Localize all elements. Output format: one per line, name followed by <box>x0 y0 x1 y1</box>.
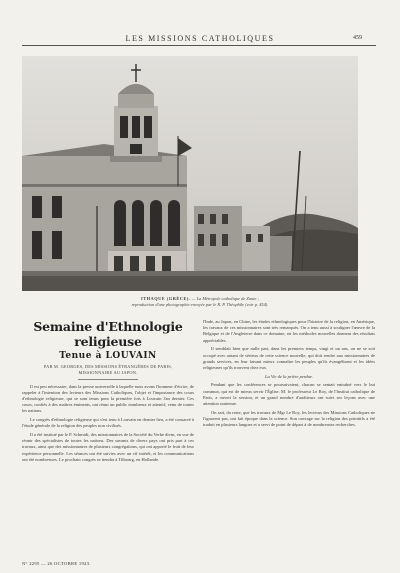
running-title: LES MISSIONS CATHOLIQUES <box>125 34 275 43</box>
issue-footer: N° 2295 — 26 OCTOBRE 1923. <box>22 561 91 566</box>
article-title: Semaine d'Ethnologie religieuse <box>33 319 183 349</box>
byline-line-2: MISSIONNAIRE AU JAPON. <box>78 369 138 375</box>
right-paragraph: Il semblait bien que nulle part, dans les premiers temps, vingt et un ans, on ne se soit occupé avec autant de sérieux de cette science nouvelle, qui doit rendre aux missionnaires de grands services, en leur faisant mieux connaître les peuples qu'ils évangélisent et les idées religieuses qu'ils trouvent chez eux. <box>203 346 375 370</box>
left-column <box>22 319 194 466</box>
photo-caption <box>20 296 380 308</box>
article-subtitle: Tenue à LOUVAIN <box>59 351 157 361</box>
caption-credit: reproduction d'une photographie envoyée par le R. P. Théophile (voir p. 454). <box>131 302 269 308</box>
title-rule <box>78 379 138 380</box>
article-byline <box>22 364 194 376</box>
right-paragraph: l'Inde, au Japon, en Chine, les études ethnologiques pour l'histoire de la religion, en Amérique, les travaux de ces missionnaires sont très remarqués. On a tenu aussi à souligner l'œuvre de la Belgique et de l'Angleterre dans ce domaine, où les méthodes nouvelles donnent des résultats appréciables. <box>203 319 375 343</box>
right-paragraph: Pendant que les conférences se poursuivaient, chacun se sentait entraîné vers le but commun, qui est de mieux servir l'Église. M. le professeur Le Roy, de l'Institut catholique de Paris, a ouvert la session, et un grand nombre d'auditeurs ont suivi ses leçons avec une attention soutenue. <box>203 382 375 406</box>
cathedral-photo-drawing <box>22 56 358 291</box>
right-paragraph: On sait, du reste, que les travaux de Mgr Le Roy, les lecteurs des Missions Catholiques ne l'ignorent pas, ont fait époque dans la science. Son ouvrage sur la religion des primitifs a été traduit en plusieurs langues et a servi de point de départ à de nombreuses recherches. <box>203 409 375 428</box>
header-rule <box>22 45 376 46</box>
left-paragraph: Il est peu nécessaire, dans la presse universelle à laquelle nous avons l'honneur d'écrire, de rappeler à l'intention des lecteurs des Missions Catholiques, l'objet et l'importance des cours d'ethnologie religieuse, qui se sont tenus pour la première fois à Louvain l'an dernier. Ces cours, confiés à des maîtres éminents, ont réuni un public nombreux et attentif, venu de toutes les nations. <box>22 383 194 414</box>
cathedral-photograph <box>22 56 358 291</box>
byline-line-1: PAR M. GEORGES, DES MISSIONS ÉTRANGÈRES DE PARIS, <box>43 364 173 369</box>
caption-text: — La Métropole catholique de Zante ; <box>191 296 259 301</box>
section-heading: La Vie de la prière perdue. <box>264 373 314 379</box>
left-paragraph: Il a été institué par le P. Schmidt, des missionnaires de la Société du Verbe divin, en vue de réunir des spécialistes de toutes les nations. Des savants de divers pays ont pris part à ces travaux, ainsi que des missionnaires de plusieurs congrégations, qui ont apporté le fruit de leur expérience personnelle. Les séances ont été suivies avec un vif intérêt, et les communications ont été nombreuses. Le prochain congrès se tiendra à Tilbourg, en Hollande. <box>22 432 194 462</box>
right-column <box>203 319 375 431</box>
left-paragraph: Le congrès d'ethnologie religieuse qui s'est tenu à Louvain en dernier lieu, a été consacré à l'étude générale de la religion des peuples non civilisés. <box>22 417 194 429</box>
page-number: 459 <box>353 35 362 41</box>
caption-lead: ITHAQUE (GRÈCE). <box>141 296 191 301</box>
